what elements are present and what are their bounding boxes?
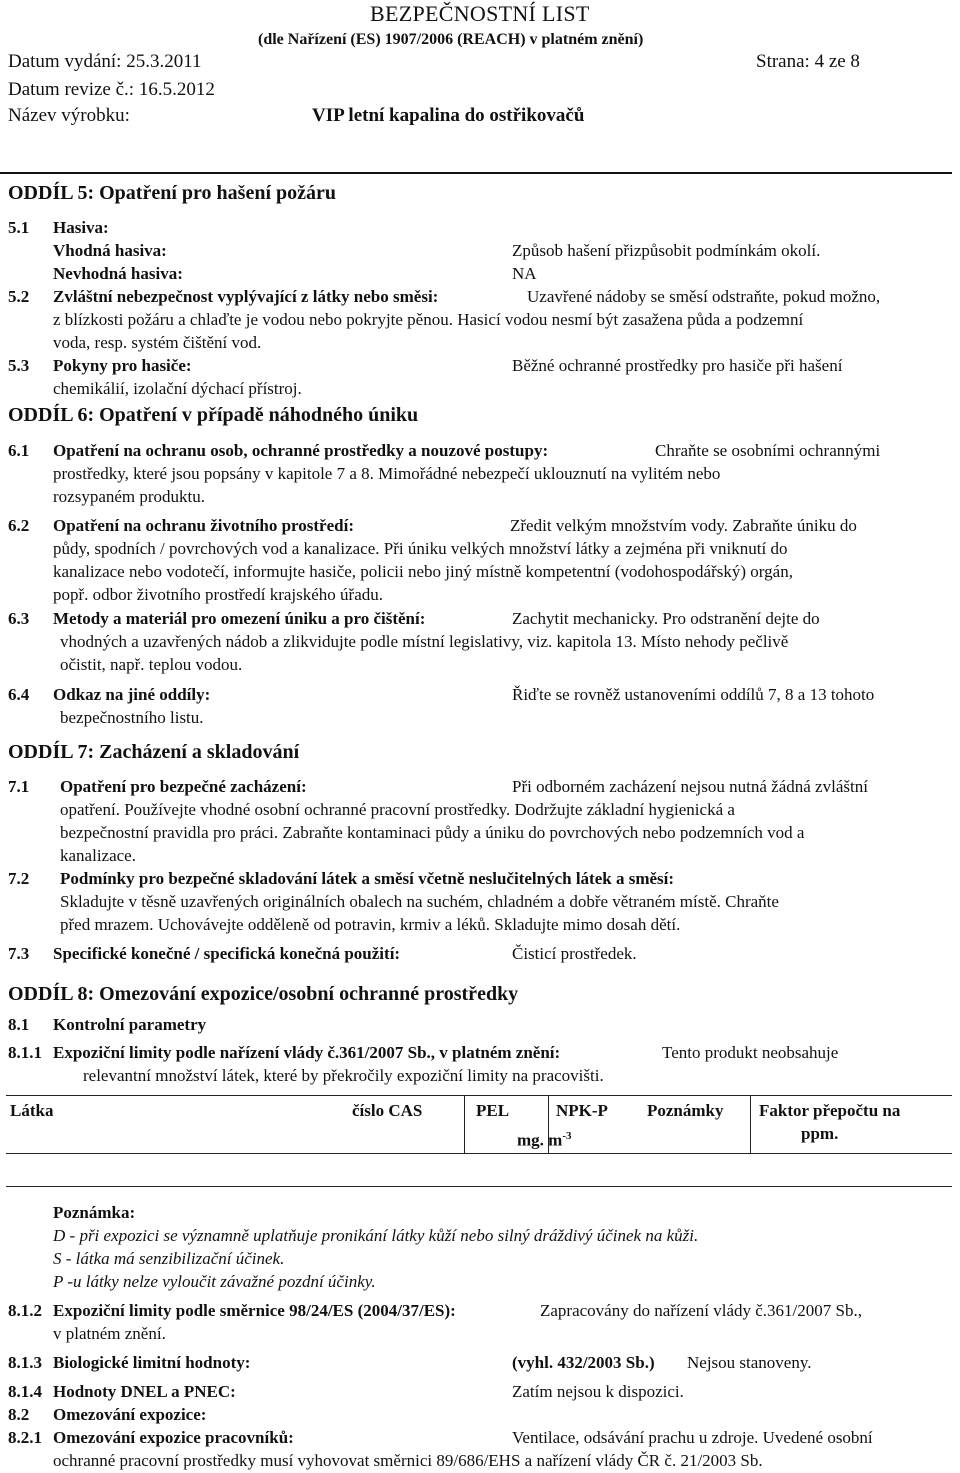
subsection-heading: Podmínky pro bezpečné skladování látek a směsí včetně neslučitelných látek a směsí: xyxy=(60,869,675,888)
table-header-cas: číslo CAS xyxy=(352,1101,423,1120)
paragraph-line: vhodných a uzavřených nádob a zlikvidujte podle místní legislativy, viz. kapitola 13. Místo nehody pečlivě xyxy=(60,632,789,651)
subsection-heading: Biologické limitní hodnoty: xyxy=(53,1353,251,1372)
paragraph-line: ochranné pracovní prostředky musí vyhovovat směrnici 89/686/EHS a nařízení vlády ČR č. 21/2003 Sb. xyxy=(53,1451,763,1470)
product-label: Název výrobku: xyxy=(8,105,130,126)
paragraph-line: Řiďte se rovněž ustanoveními oddílů 7, 8 a 13 tohoto xyxy=(512,685,875,704)
section-number: 6.2 xyxy=(8,516,30,535)
paragraph-line: kanalizace. xyxy=(60,846,136,865)
table-header-notes: Poznámky xyxy=(647,1101,724,1120)
section-number: 8.1.4 xyxy=(8,1382,42,1401)
paragraph-line: Běžné ochranné prostředky pro hasiče při hašení xyxy=(512,356,843,375)
section-8-title: ODDÍL 8: Omezování expozice/osobní ochranné prostředky xyxy=(8,983,519,1005)
paragraph-line: opatření. Používejte vhodné osobní ochranné pracovní prostředky. Dodržujte základní hygienická a xyxy=(60,800,735,819)
section-number: 6.4 xyxy=(8,685,30,704)
table-header-npk: NPK-P xyxy=(556,1101,608,1120)
section-number: 7.1 xyxy=(8,777,30,796)
page-number: Strana: 4 ze 8 xyxy=(756,51,860,72)
paragraph-line: Zachytit mechanicky. Pro odstranění dejte do xyxy=(512,609,820,628)
section-number: 6.3 xyxy=(8,609,30,628)
paragraph-line: Ventilace, odsávání prachu u zdroje. Uvedené osobní xyxy=(512,1428,873,1447)
product-name: VIP letní kapalina do ostřikovačů xyxy=(312,105,585,126)
section-number: 5.3 xyxy=(8,356,30,375)
subsection-heading: Hodnoty DNEL a PNEC: xyxy=(53,1382,236,1401)
paragraph-line: Čisticí prostředek. xyxy=(512,944,637,963)
paragraph-line: Zapracovány do nařízení vlády č.361/2007 Sb., xyxy=(540,1301,862,1320)
subsection-heading: Opatření pro bezpečné zacházení: xyxy=(60,777,307,796)
paragraph-line: bezpečnostní pravidla pro práci. Zabraňte kontaminaci půdy a úniku do povrchových nebo podzemních vod a xyxy=(60,823,805,842)
note-line: D - při expozici se významně uplatňuje pronikání látky kůží nebo silný dráždivý účinek na kůži. xyxy=(53,1226,699,1245)
field-label: Vhodná hasiva: xyxy=(53,241,167,260)
paragraph-line: Zředit velkým množstvím vody. Zabraňte úniku do xyxy=(510,516,857,535)
field-value: NA xyxy=(512,264,537,283)
paragraph-line: kanalizace nebo vodotečí, informujte hasiče, policii nebo jiný místně kompetentní (vodohospodářský) orgán, xyxy=(53,562,793,581)
paragraph-line: rozsypaném produktu. xyxy=(53,487,206,506)
section-number: 5.2 xyxy=(8,287,30,306)
section-number: 7.3 xyxy=(8,944,30,963)
section-number: 8.1.2 xyxy=(8,1301,42,1320)
revision-date: Datum revize č.: 16.5.2012 xyxy=(8,79,215,100)
section-divider xyxy=(0,172,952,174)
issue-date: Datum vydání: 25.3.2011 xyxy=(8,51,202,72)
paragraph-line: Nejsou stanoveny. xyxy=(687,1353,812,1372)
table-header-factor: Faktor přepočtu na xyxy=(759,1101,901,1120)
subsection-heading: Opatření na ochranu osob, ochranné prostředky a nouzové postupy: xyxy=(53,441,549,460)
unit-exponent: -3 xyxy=(562,1130,572,1142)
paragraph-line: Zatím nejsou k dispozici. xyxy=(512,1382,684,1401)
paragraph-line: Uzavřené nádoby se směsí odstraňte, pokud možno, xyxy=(527,287,881,306)
subsection-heading: Specifické konečné / specifická konečná použití: xyxy=(53,944,401,963)
subsection-heading: Opatření na ochranu životního prostředí: xyxy=(53,516,354,535)
subsection-heading: Expoziční limity podle směrnice 98/24/ES (2004/37/ES): xyxy=(53,1301,456,1320)
paragraph-line: popř. odbor životního prostředí krajského úřadu. xyxy=(53,585,384,604)
table-border-top xyxy=(6,1095,952,1096)
field-value: Způsob hašení přizpůsobit podmínkám okolí. xyxy=(512,241,821,260)
paragraph-line: Při odborném zacházení nejsou nutná žádná zvláštní xyxy=(512,777,868,796)
paragraph-line: Skladujte v těsně uzavřených originálních obalech na suchém, chladném a dobře větraném místě. Chraňte xyxy=(60,892,779,911)
section-number: 7.2 xyxy=(8,869,30,888)
subsection-heading: Metody a materiál pro omezení úniku a pro čištění: xyxy=(53,609,426,628)
document-subtitle: (dle Nařízení (ES) 1907/2006 (REACH) v platném znění) xyxy=(258,31,644,48)
paragraph-line: Tento produkt neobsahuje xyxy=(662,1043,839,1062)
paragraph-line: bezpečnostního listu. xyxy=(60,708,204,727)
field-label: Nevhodná hasiva: xyxy=(53,264,183,283)
subsection-heading: Odkaz na jiné oddíly: xyxy=(53,685,211,704)
section-6-title: ODDÍL 6: Opatření v případě náhodného úniku xyxy=(8,404,419,426)
section-number: 8.2.1 xyxy=(8,1428,42,1447)
subsection-heading: Omezování expozice pracovníků: xyxy=(53,1428,294,1447)
exposure-limits-table xyxy=(6,1095,952,1187)
table-header-factor-unit: ppm. xyxy=(801,1124,839,1143)
section-number: 8.1.3 xyxy=(8,1353,42,1372)
section-number: 5.1 xyxy=(8,218,30,237)
table-header-substance: Látka xyxy=(10,1101,54,1120)
note-line: P -u látky nelze vyloučit závažné pozdní účinky. xyxy=(53,1272,376,1291)
paragraph-line: z blízkosti požáru a chlaďte je vodou nebo pokryjte pěnou. Hasicí vodou nesmí být zasažena půda a podzemní xyxy=(53,310,804,329)
section-7-title: ODDÍL 7: Zacházení a skladování xyxy=(8,741,300,763)
section-number: 8.1 xyxy=(8,1015,30,1034)
table-header-pel: PEL xyxy=(476,1101,510,1120)
table-column-divider xyxy=(750,1095,751,1153)
note-line: S - látka má senzibilizační účinek. xyxy=(53,1249,285,1268)
paragraph-line: prostředky, které jsou popsány v kapitole 7 a 8. Mimořádné nebezpečí uklouznutí na vylitém nebo xyxy=(53,464,721,483)
section-number: 8.2 xyxy=(8,1405,30,1424)
subsection-heading: Kontrolní parametry xyxy=(53,1015,207,1034)
paragraph-line: relevantní množství látek, které by překročily expoziční limity na pracovišti. xyxy=(83,1066,604,1085)
table-border-bottom xyxy=(6,1186,952,1187)
paragraph-line: očistit, např. teplou vodou. xyxy=(60,655,243,674)
paragraph-line: Chraňte se osobními ochrannými xyxy=(655,441,881,460)
section-5-title: ODDÍL 5: Opatření pro hašení požáru xyxy=(8,182,336,204)
paragraph-line: chemikálií, izolační dýchací přístroj. xyxy=(53,379,302,398)
paragraph-line: voda, resp. systém čištění vod. xyxy=(53,333,262,352)
paragraph-line: v platném znění. xyxy=(53,1324,166,1343)
subsection-heading: Zvláštní nebezpečnost vyplývající z látky nebo směsi: xyxy=(53,287,439,306)
table-unit-label xyxy=(517,1125,572,1152)
subsection-heading: Omezování expozice: xyxy=(53,1405,207,1424)
subsection-heading: Hasiva: xyxy=(53,218,109,237)
subsection-heading: Expoziční limity podle nařízení vlády č.361/2007 Sb., v platném znění: xyxy=(53,1043,561,1062)
paragraph-line: půdy, spodních / povrchových vod a kanalizace. Při úniku velkých množství látky a zejména při vniknutí do xyxy=(53,539,788,558)
unit-base: mg. m xyxy=(517,1130,563,1150)
section-number: 6.1 xyxy=(8,441,30,460)
paragraph-line: před mrazem. Uchovávejte odděleně od potravin, krmiv a léků. Skladujte mimo dosah dětí. xyxy=(60,915,681,934)
document-title: BEZPEČNOSTNÍ LIST xyxy=(370,1,590,26)
table-column-divider xyxy=(464,1095,465,1153)
table-border-middle xyxy=(6,1153,952,1154)
regulation-reference: (vyhl. 432/2003 Sb.) xyxy=(512,1353,655,1372)
notes-title: Poznámka: xyxy=(53,1203,136,1222)
section-number: 8.1.1 xyxy=(8,1043,42,1062)
subsection-heading: Pokyny pro hasiče: xyxy=(53,356,192,375)
